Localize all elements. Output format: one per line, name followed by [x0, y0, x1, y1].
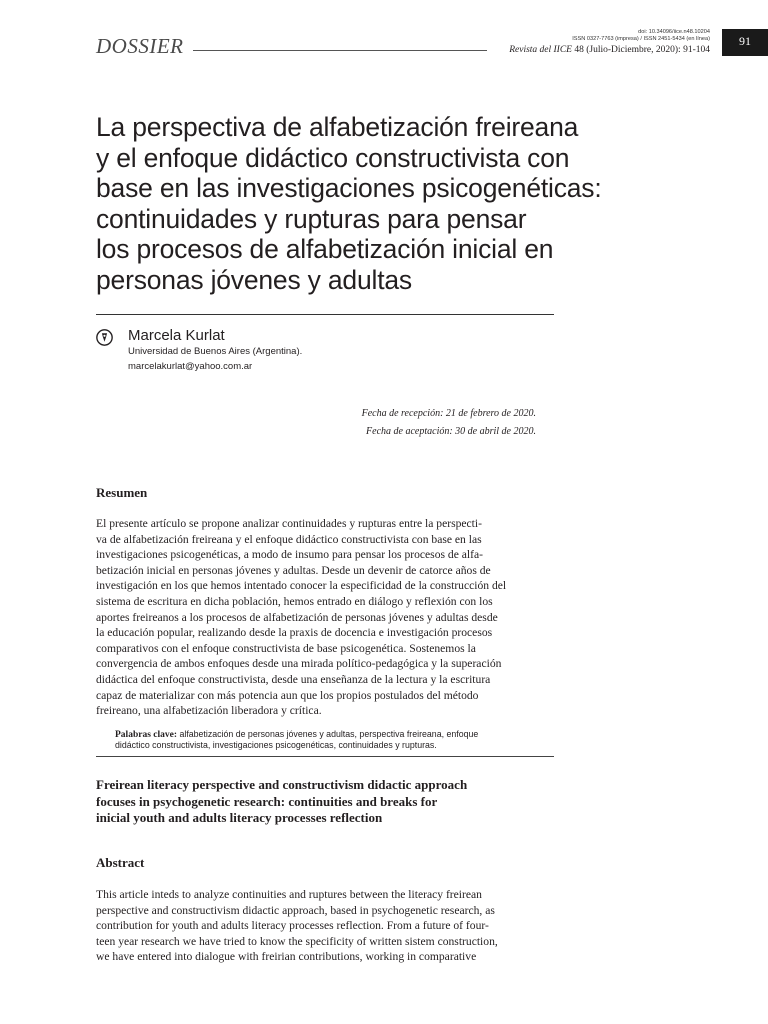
title-line: personas jóvenes y adultas	[96, 264, 412, 295]
received-date: Fecha de recepción: 21 de febrero de 2020.	[361, 408, 536, 419]
english-title	[96, 777, 556, 827]
abstract-line: This article inteds to analyze continuities and ruptures between the literacy freirean	[96, 888, 482, 901]
journal-name: Revista del IICE	[509, 45, 572, 55]
abstract-heading: Abstract	[96, 855, 145, 870]
keywords-rule	[96, 756, 554, 757]
resumen-line: capaz de materializar con más potencia aun que los propios postulados del método	[96, 688, 479, 702]
title-line: y el enfoque didáctico constructivista con	[96, 142, 570, 173]
english-title-line: focuses in psychogenetic research: continuities and breaks for	[96, 793, 438, 809]
resumen-line: investigación en los que hemos intentado conocer la especificidad de la construcción del	[96, 579, 507, 593]
author-affiliation: Universidad de Buenos Aires (Argentina).	[128, 346, 303, 357]
resumen-line: freireano, una alfabetización liberadora y crítica.	[96, 704, 322, 718]
title-line: base en las investigaciones psicogenéticas:	[96, 173, 602, 203]
accepted-date: Fecha de aceptación: 30 de abril de 2020.	[366, 426, 536, 437]
keywords-label: Palabras clave:	[115, 730, 178, 740]
resumen-body	[96, 516, 554, 719]
english-title-line: Freirean literacy perspective and constructivism didactic approach	[96, 777, 468, 792]
keywords-line	[115, 729, 555, 740]
title-rule	[96, 314, 554, 315]
keywords-line: didáctico constructivista, investigaciones psicogenéticas, continuidades y rupturas.	[115, 740, 437, 750]
page-number: 91	[722, 29, 768, 56]
resumen-line: didáctica del enfoque constructivista, desde una enseñanza de la lectura y la escritura	[96, 672, 491, 686]
orcid-icon[interactable]	[96, 329, 113, 346]
abstract-line: we have entered into dialogue with freirian contributions, working in comparative	[96, 950, 477, 964]
resumen-line: la educación popular, realizando desde la praxis de docencia e investigación procesos	[96, 626, 493, 640]
section-label: DOSSIER	[96, 34, 184, 58]
resumen-line: comparativos con el enfoque constructivista de base psicogenética. Sostenemos la	[96, 641, 476, 655]
title-line: los procesos de alfabetización inicial en	[96, 234, 554, 264]
author-name: Marcela Kurlat	[128, 327, 225, 344]
issn-text: ISSN 0327-7763 (impresa) / ISSN 2451-5434 (en línea)	[572, 36, 710, 42]
abstract-line: contribution for youth and adults literacy processes reflection. From a future of four-	[96, 919, 489, 933]
author-email[interactable]: marcelakurlat@yahoo.com.ar	[128, 361, 253, 372]
journal-citation	[487, 45, 710, 55]
keywords-block	[115, 729, 555, 750]
abstract-body	[96, 887, 554, 965]
header-rule	[193, 50, 487, 51]
title-line: continuidades y rupturas para pensar	[96, 203, 527, 234]
resumen-line: El presente artículo se propone analizar continuidades y rupturas entre la perspecti-	[96, 517, 482, 530]
article-title	[96, 112, 696, 295]
title-line: La perspectiva de alfabetización freireana	[96, 112, 579, 142]
resumen-line: investigaciones psicogenéticas, a modo de insumo para pensar los procesos de alfa-	[96, 548, 483, 562]
abstract-line: perspective and constructivism didactic approach, based in psychogenetic research, as	[96, 903, 495, 917]
english-title-line: inicial youth and adults literacy processes reflection	[96, 810, 383, 825]
resumen-line: va de alfabetización freireana y el enfoque didáctico constructivista con base en las	[96, 532, 482, 546]
resumen-line: aportes freireanos a los procesos de alfabetización de personas jóvenes y adultas desde	[96, 610, 498, 624]
journal-issue: 48 (Julio-Diciembre, 2020): 91-104	[574, 45, 710, 55]
abstract-line: teen year research we have tried to know the specificity of written sistem construction,	[96, 934, 498, 948]
resumen-line: sistema de escritura en dicha población, hemos entrado en diálogo y reflexión con los	[96, 594, 493, 608]
keywords-text: alfabetización de personas jóvenes y adultas, perspectiva freireana, enfoque	[179, 729, 479, 739]
resumen-line: betización inicial en personas jóvenes y adultas. Desde un devenir de catorce años de	[96, 563, 491, 577]
doi-text: doi: 10.34096/iice.n48.10204	[638, 29, 710, 35]
resumen-line: convergencia de ambos enfoques desde una mirada político-pedagógica y la superación	[96, 657, 502, 671]
resumen-heading: Resumen	[96, 485, 148, 500]
